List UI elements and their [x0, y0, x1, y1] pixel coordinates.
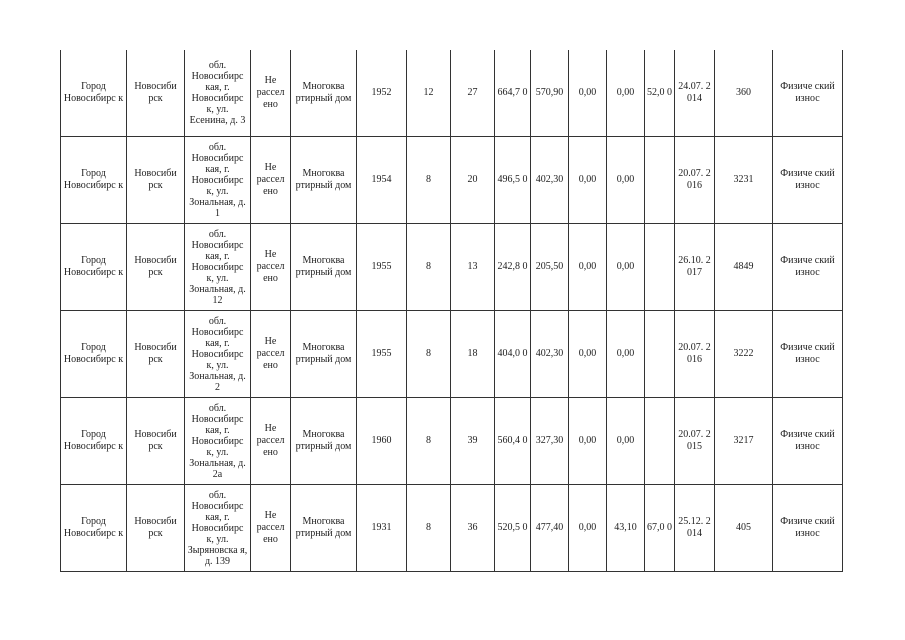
cell-district: Новосиби рск: [127, 311, 185, 398]
cell-status: Не рассел ено: [251, 50, 291, 137]
cell-reason: Физиче ский износ: [773, 224, 843, 311]
cell-area-a: 0,00: [569, 50, 607, 137]
cell-total-area: 496,5 0: [495, 137, 531, 224]
table-row: [61, 224, 843, 311]
cell-living-area: 205,50: [531, 224, 569, 311]
cell-area-a: 0,00: [569, 485, 607, 572]
cell-residents: 39: [451, 398, 495, 485]
cell-total-area: 664,7 0: [495, 50, 531, 137]
cell-status: Не рассел ено: [251, 485, 291, 572]
table-body: [61, 50, 843, 572]
cell-residents: 13: [451, 224, 495, 311]
table-row: [61, 485, 843, 572]
cell-total-area: 520,5 0: [495, 485, 531, 572]
cell-living-area: 570,90: [531, 50, 569, 137]
cell-area-c: 52,0 0: [645, 50, 675, 137]
cell-residents: 18: [451, 311, 495, 398]
cell-settlement: Город Новосибирс к: [61, 50, 127, 137]
cell-area-c: [645, 311, 675, 398]
cell-reason: Физиче ский износ: [773, 50, 843, 137]
cell-reason: Физиче ский износ: [773, 485, 843, 572]
cell-type: Многоква ртирный дом: [291, 224, 357, 311]
cell-address: обл. Новосибирс кая, г. Новосибирс к, ул. Есенина, д. 3: [185, 50, 251, 137]
cell-settlement: Город Новосибирс к: [61, 224, 127, 311]
cell-floors: 8: [407, 311, 451, 398]
cell-date: 20.07. 2016: [675, 311, 715, 398]
cell-year: 1954: [357, 137, 407, 224]
cell-area-a: 0,00: [569, 311, 607, 398]
cell-settlement: Город Новосибирс к: [61, 311, 127, 398]
cell-area-c: [645, 398, 675, 485]
cell-district: Новосиби рск: [127, 137, 185, 224]
cell-floors: 8: [407, 137, 451, 224]
cell-living-area: 402,30: [531, 311, 569, 398]
cell-date: 20.07. 2015: [675, 398, 715, 485]
cell-date: 20.07. 2016: [675, 137, 715, 224]
cell-address: обл. Новосибирс кая, г. Новосибирс к, ул. Зональная, д. 1: [185, 137, 251, 224]
cell-doc-no: 405: [715, 485, 773, 572]
cell-settlement: Город Новосибирс к: [61, 398, 127, 485]
cell-type: Многоква ртирный дом: [291, 485, 357, 572]
cell-floors: 8: [407, 224, 451, 311]
cell-area-b: 0,00: [607, 398, 645, 485]
cell-type: Многоква ртирный дом: [291, 50, 357, 137]
cell-status: Не рассел ено: [251, 224, 291, 311]
cell-settlement: Город Новосибирс к: [61, 137, 127, 224]
cell-doc-no: 3231: [715, 137, 773, 224]
table-row: [61, 311, 843, 398]
cell-address: обл. Новосибирс кая, г. Новосибирс к, ул. Зональная, д. 2а: [185, 398, 251, 485]
cell-area-a: 0,00: [569, 137, 607, 224]
cell-living-area: 327,30: [531, 398, 569, 485]
table-row: [61, 398, 843, 485]
table-row: [61, 137, 843, 224]
cell-status: Не рассел ено: [251, 137, 291, 224]
cell-living-area: 477,40: [531, 485, 569, 572]
cell-area-b: 0,00: [607, 137, 645, 224]
cell-doc-no: 4849: [715, 224, 773, 311]
cell-district: Новосиби рск: [127, 398, 185, 485]
cell-area-b: 0,00: [607, 311, 645, 398]
cell-doc-no: 360: [715, 50, 773, 137]
cell-total-area: 404,0 0: [495, 311, 531, 398]
cell-year: 1955: [357, 224, 407, 311]
cell-address: обл. Новосибирс кая, г. Новосибирс к, ул. Зыряновска я, д. 139: [185, 485, 251, 572]
cell-status: Не рассел ено: [251, 311, 291, 398]
cell-living-area: 402,30: [531, 137, 569, 224]
cell-area-c: [645, 224, 675, 311]
cell-doc-no: 3222: [715, 311, 773, 398]
cell-floors: 8: [407, 398, 451, 485]
cell-district: Новосиби рск: [127, 485, 185, 572]
cell-area-a: 0,00: [569, 224, 607, 311]
cell-reason: Физиче ский износ: [773, 398, 843, 485]
cell-district: Новосиби рск: [127, 50, 185, 137]
cell-date: 25.12. 2014: [675, 485, 715, 572]
cell-reason: Физиче ский износ: [773, 137, 843, 224]
cell-reason: Физиче ский износ: [773, 311, 843, 398]
cell-area-c: 67,0 0: [645, 485, 675, 572]
cell-area-b: 43,10: [607, 485, 645, 572]
cell-address: обл. Новосибирс кая, г. Новосибирс к, ул. Зональная, д. 2: [185, 311, 251, 398]
cell-address: обл. Новосибирс кая, г. Новосибирс к, ул. Зональная, д. 12: [185, 224, 251, 311]
cell-total-area: 242,8 0: [495, 224, 531, 311]
table-row: [61, 50, 843, 137]
document-page: [60, 50, 842, 572]
cell-residents: 36: [451, 485, 495, 572]
cell-year: 1955: [357, 311, 407, 398]
housing-register-table: [60, 50, 843, 572]
cell-year: 1952: [357, 50, 407, 137]
cell-residents: 27: [451, 50, 495, 137]
cell-district: Новосиби рск: [127, 224, 185, 311]
cell-doc-no: 3217: [715, 398, 773, 485]
cell-area-b: 0,00: [607, 50, 645, 137]
cell-date: 26.10. 2017: [675, 224, 715, 311]
cell-total-area: 560,4 0: [495, 398, 531, 485]
cell-type: Многоква ртирный дом: [291, 311, 357, 398]
cell-residents: 20: [451, 137, 495, 224]
cell-floors: 12: [407, 50, 451, 137]
cell-year: 1960: [357, 398, 407, 485]
cell-date: 24.07. 2014: [675, 50, 715, 137]
cell-type: Многоква ртирный дом: [291, 398, 357, 485]
cell-area-b: 0,00: [607, 224, 645, 311]
cell-floors: 8: [407, 485, 451, 572]
cell-year: 1931: [357, 485, 407, 572]
cell-status: Не рассел ено: [251, 398, 291, 485]
cell-area-c: [645, 137, 675, 224]
cell-area-a: 0,00: [569, 398, 607, 485]
cell-settlement: Город Новосибирс к: [61, 485, 127, 572]
cell-type: Многоква ртирный дом: [291, 137, 357, 224]
